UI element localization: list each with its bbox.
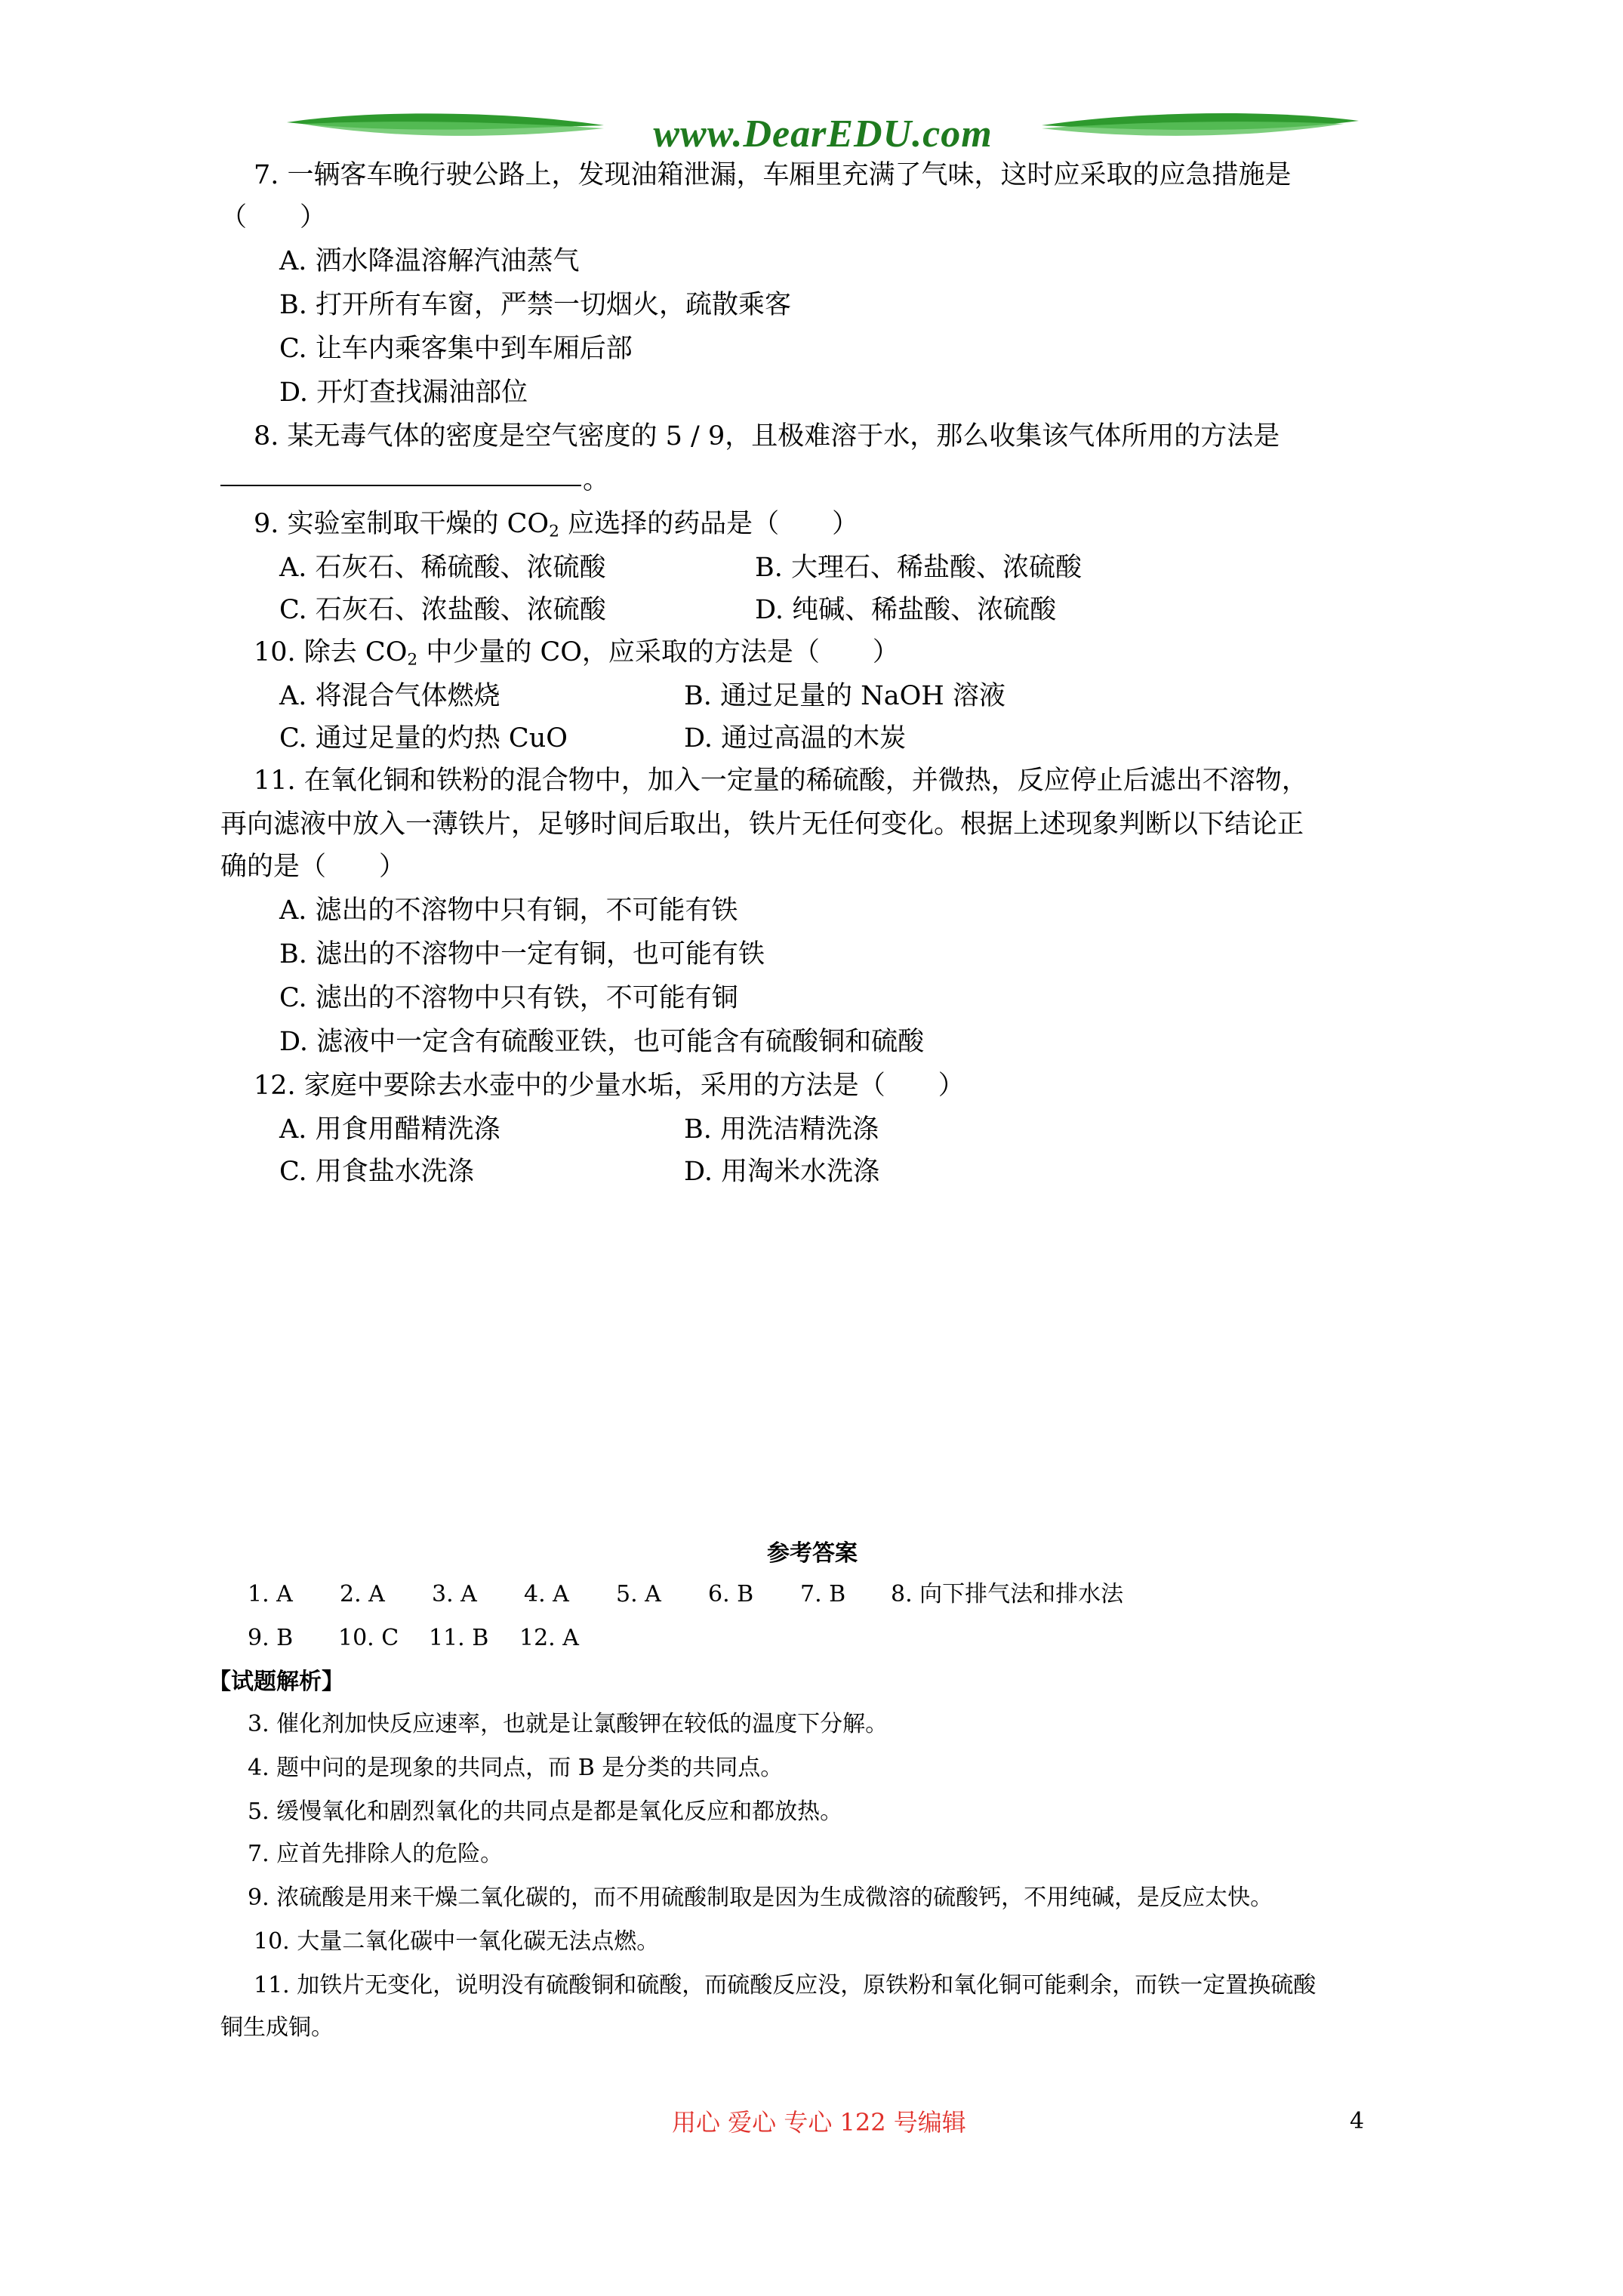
q9-option-a: A. 石灰石、稀硫酸、浓硫酸 [279, 553, 606, 583]
q12-option-a: A. 用食用醋精洗涤 [279, 1114, 500, 1145]
analysis-item: 7. 应首先排除人的危险。 [248, 1841, 504, 1867]
answer-item: 3. A [432, 1581, 477, 1607]
analysis-item: 铜生成铜。 [220, 2014, 334, 2041]
q11-option-b: B. 滤出的不溶物中一定有铜，也可能有铁 [279, 939, 765, 969]
analysis-item: 10. 大量二氧化碳中一氧化碳无法点燃。 [254, 1928, 660, 1955]
q11-line-2: 再向滤液中放入一薄铁片，足够时间后取出，铁片无任何变化。根据上述现象判断以下结论正 [220, 809, 1304, 840]
q8-answer-blank [220, 485, 581, 486]
answer-item: 6. B [708, 1581, 754, 1607]
analysis-item: 9. 浓硫酸是用来干燥二氧化碳的，而不用硫酸制取是因为生成微溶的硫酸钙，不用纯碱，是反应太快。 [248, 1885, 1273, 1911]
logo-text: www.DearEDU.com [653, 112, 993, 156]
page-number: 4 [1350, 2108, 1365, 2134]
q11-line-1: 11. 在氧化铜和铁粉的混合物中，加入一定量的稀硫酸，并微热，反应停止后滤出不溶物， [254, 766, 1308, 796]
analysis-item: 4. 题中问的是现象的共同点，而 B 是分类的共同点。 [248, 1755, 784, 1781]
q10-option-d: D. 通过高温的木炭 [684, 723, 907, 754]
answers-title: 参考答案 [767, 1540, 858, 1567]
answer-item: 7. B [800, 1581, 846, 1607]
q11-option-d: D. 滤液中一定含有硫酸亚铁，也可能含有硫酸铜和硫酸 [279, 1027, 925, 1057]
q7-option-c: C. 让车内乘客集中到车厢后部 [279, 334, 633, 364]
q8-stem: 8. 某无毒气体的密度是空气密度的 5 / 9，且极难溶于水，那么收集该气体所用的方法是 [254, 421, 1280, 451]
analysis-title: 【试题解析】 [208, 1669, 344, 1695]
q11-line-3: 确的是（ ） [220, 852, 406, 882]
answer-item: 4. A [524, 1581, 569, 1607]
q9-stem: 9. 实验室制取干燥的 $CO_2$ 应选择的药品是（ ） [254, 509, 859, 541]
answer-item: 2. A [340, 1581, 385, 1607]
q7-option-d: D. 开灯查找漏油部位 [279, 378, 528, 408]
answer-item: 9. B [248, 1625, 294, 1651]
q12-option-d: D. 用淘米水洗涤 [684, 1157, 880, 1187]
q12-stem: 12. 家庭中要除去水壶中的少量水垢，采用的方法是（ ） [254, 1071, 965, 1101]
q8-period: 。 [583, 465, 610, 495]
q12-option-b: B. 用洗洁精洗涤 [684, 1114, 879, 1145]
q7-option-a: A. 洒水降温溶解汽油蒸气 [279, 246, 580, 276]
q12-option-c: C. 用食盐水洗涤 [279, 1157, 474, 1187]
q10-option-b: B. 通过足量的 NaOH 溶液 [684, 681, 1006, 711]
footer-text: 用心 爱心 专心 122 号编辑 [672, 2108, 966, 2137]
q10-option-c: C. 通过足量的灼热 CuO [279, 723, 568, 754]
q7-option-b: B. 打开所有车窗，严禁一切烟火，疏散乘客 [279, 290, 791, 320]
answer-item: 5. A [616, 1581, 661, 1607]
analysis-item: 5. 缓慢氧化和剧烈氧化的共同点是都是氧化反应和都放热。 [248, 1798, 843, 1825]
q9-option-b: B. 大理石、稀盐酸、浓硫酸 [755, 553, 1082, 583]
q11-option-a: A. 滤出的不溶物中只有铜，不可能有铁 [279, 895, 738, 926]
answer-item: 10. C [338, 1625, 399, 1651]
header-logo [287, 106, 1359, 166]
answer-item: 8. 向下排气法和排水法 [891, 1581, 1124, 1607]
answer-item: 1. A [248, 1581, 293, 1607]
answer-item: 11. B [429, 1625, 489, 1651]
q11-option-c: C. 滤出的不溶物中只有铁，不可能有铜 [279, 983, 738, 1013]
q7-bracket: （ ） [220, 202, 327, 233]
analysis-item: 3. 催化剂加快反应速率，也就是让氯酸钾在较低的温度下分解。 [248, 1711, 888, 1737]
analysis-item: 11. 加铁片无变化，说明没有硫酸铜和硫酸，而硫酸反应没，原铁粉和氧化铜可能剩余，而铁一定置换硫酸 [254, 1972, 1317, 1999]
q9-option-c: C. 石灰石、浓盐酸、浓硫酸 [279, 595, 606, 625]
answer-item: 12. A [519, 1625, 579, 1651]
q7-stem: 7. 一辆客车晚行驶公路上，发现油箱泄漏，车厢里充满了气味，这时应采取的应急措施是 [254, 160, 1292, 190]
q9-option-d: D. 纯碱、稀盐酸、浓硫酸 [755, 595, 1057, 625]
q10-stem: 10. 除去 $CO_2$ 中少量的 CO，应采取的方法是（ ） [254, 637, 899, 670]
q10-option-a: A. 将混合气体燃烧 [279, 681, 500, 711]
